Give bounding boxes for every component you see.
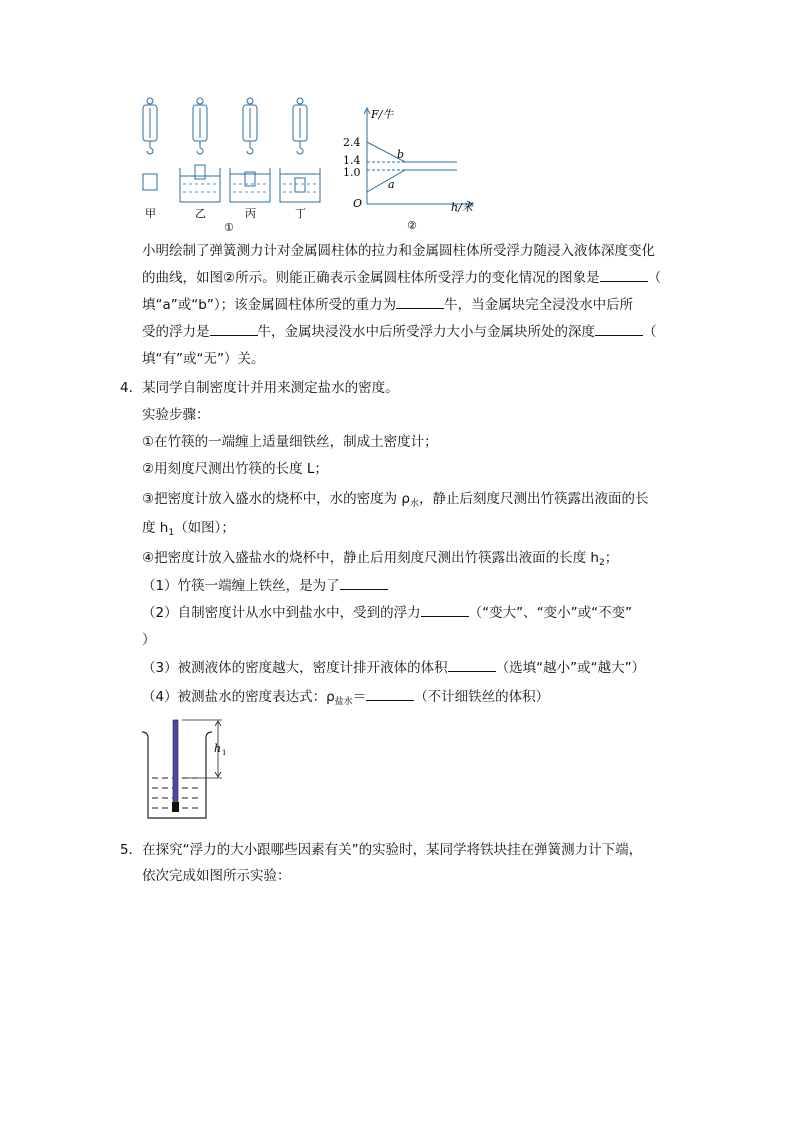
rho-saltwater-subscript: 盐水 xyxy=(334,697,353,707)
blank-part-3[interactable] xyxy=(448,659,496,672)
h2-subscript: 2 xyxy=(598,558,605,568)
label-jia: 甲 xyxy=(145,207,156,220)
q4-part-2-text: （2）自制密度计从水中到盐水中，受到的浮力 xyxy=(142,605,421,621)
q3-line-2-paren: （ xyxy=(647,270,662,286)
q4-step-3-text-b: ，静止后刻度尺测出竹筷露出液面的长 xyxy=(418,491,649,507)
q3-line-3 xyxy=(142,295,633,315)
q4-step-1: ①在竹筷的一端缠上适量细铁丝，制成土密度计； xyxy=(142,434,438,450)
q4-step-3-text: ③把密度计放入盛水的烧杯中，水的密度为 ρ xyxy=(142,491,410,507)
q4-part-4-text: （4）被测盐水的密度表达式：ρ xyxy=(142,689,335,705)
q4-part-1-text: （1）竹筷一端缠上铁丝，是为了 xyxy=(142,578,340,594)
blank-part-4[interactable] xyxy=(366,688,414,701)
q4-part-3-options: （选填“越小”或“越大”） xyxy=(495,660,646,676)
graph-y-label: F/牛 xyxy=(371,108,394,121)
q3-line-3-text: 填“a”或“b”）；该金属圆柱体所受的重力为 xyxy=(142,297,397,313)
fig-h-label: h xyxy=(214,742,222,755)
blank-gravity[interactable] xyxy=(396,296,444,309)
q4-step-4-text: ④把密度计放入盛盐水的烧杯中，静止后用刻度尺测出竹筷露出液面的长度 h xyxy=(142,550,599,566)
q3-line-4-text: 受的浮力是 xyxy=(142,324,210,340)
spring-scale-figure xyxy=(135,96,475,236)
q4-step-3-tail: （如图）； xyxy=(174,520,235,536)
q4-steps-title: 实验步骤： xyxy=(142,407,210,423)
q4-part-3-text: （3）被测液体的密度越大，密度计排开液体的体积 xyxy=(142,660,448,676)
origin-label: O xyxy=(353,197,363,210)
spring-scale-1 xyxy=(143,98,157,190)
label-yi: 乙 xyxy=(195,207,206,220)
q4-part-3 xyxy=(142,658,645,678)
q4-part-2-options: （“变大”、“变小”或“不变” xyxy=(468,605,633,621)
q4-step-4-tail: ； xyxy=(604,550,619,566)
q3-line-4-text-b: 牛，金属块浸没水中后所受浮力大小与金属块所处的深度 xyxy=(257,324,595,340)
figure-spring-scales-and-graph xyxy=(135,96,475,236)
q4-part-4-note: （不计细铁丝的体积） xyxy=(414,689,550,705)
caption-1: ① xyxy=(224,221,234,234)
blank-part-1[interactable] xyxy=(340,577,388,590)
rho-water-subscript: 水 xyxy=(409,499,419,509)
q3-line-3-text-b: 牛，当金属块完全浸没水中后所 xyxy=(444,297,634,313)
label-ding: 丁 xyxy=(295,207,306,220)
q5-line-2: 依次完成如图所示实验： xyxy=(142,868,291,884)
q3-line-4 xyxy=(142,322,657,342)
q4-part-4-eq: ＝ xyxy=(352,689,367,705)
tick-2-4: 2.4 xyxy=(343,136,361,149)
q4-step-3-h: 度 h xyxy=(142,520,169,536)
q3-line-1: 小明绘制了弹簧测力计对金属圆柱体的拉力和金属圆柱体所受浮力随浸入液体深度变化 xyxy=(142,243,655,259)
q4-part-4 xyxy=(142,687,549,712)
curve-a-label: a xyxy=(388,178,395,191)
q5-line-1: 5．在探究“浮力的大小跟哪些因素有关”的实验时，某同学将铁块挂在弹簧测力计下端， xyxy=(120,842,643,858)
fig-h-sub: 1 xyxy=(222,749,227,757)
q4-title: 4．某同学自制密度计并用来测定盐水的密度。 xyxy=(120,380,399,396)
q4-part-2-close: ） xyxy=(142,632,156,648)
blank-part-2[interactable] xyxy=(421,604,469,617)
caption-2: ② xyxy=(407,219,417,232)
q3-line-4-paren: （ xyxy=(643,324,657,340)
q4-step-3-cont xyxy=(142,518,235,543)
label-bing: 丙 xyxy=(245,207,256,220)
q4-part-1 xyxy=(142,576,388,596)
blank-buoyancy[interactable] xyxy=(210,323,258,336)
q3-line-2-text: 的曲线，如图②所示。则能正确表示金属圆柱体所受浮力的变化情况的图象是 xyxy=(142,270,600,286)
tick-1-4: 1.4 xyxy=(343,154,361,167)
q4-part-2 xyxy=(142,603,632,623)
graph-x-label: h/米 xyxy=(451,201,473,214)
q4-step-2: ②用刻度尺测出竹筷的长度 L； xyxy=(142,461,328,477)
tick-1-0: 1.0 xyxy=(343,166,361,179)
curve-b-label: b xyxy=(397,148,405,161)
h1-subscript: 1 xyxy=(168,528,175,538)
q3-line-2 xyxy=(142,268,661,288)
blank-depth-relation[interactable] xyxy=(595,323,643,336)
q3-line-5: 填“有”或“无”）关。 xyxy=(142,351,265,367)
blank-graph-choice[interactable] xyxy=(600,269,648,282)
force-depth-graph xyxy=(343,108,474,232)
beaker-figure xyxy=(138,718,238,824)
q4-step-4 xyxy=(142,548,618,573)
q4-step-3 xyxy=(142,489,648,514)
